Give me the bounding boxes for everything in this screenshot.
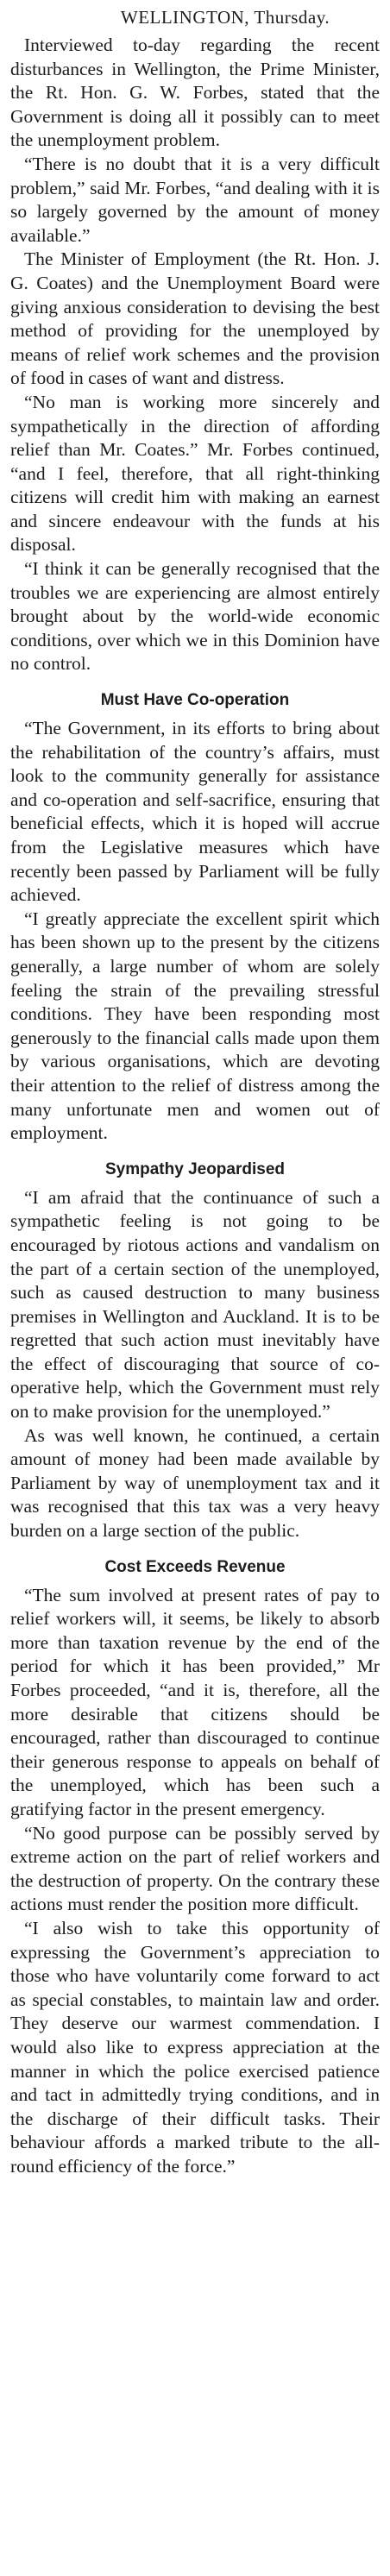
dateline: WELLINGTON, Thursday. bbox=[120, 7, 330, 28]
subhead-must-have-cooperation: Must Have Co-operation bbox=[100, 691, 290, 710]
paragraph-unemployment-tax: As was well known, he continued, a certain amount of money had been made available by Parliament by way of unemployment tax and it was recognised that this tax was a very heavy burden on a large section of the public. bbox=[10, 1424, 380, 1542]
paragraph-special-constables: “I also wish to take this opportunity of expressing the Government’s appreciation to those who have voluntarily come forward to act as special constables, to maintain law and order. They deserve our warmest commendation. I would also like to express appreciation at the manner in which the police exercised patience and tact in admittedly trying conditions, and in the discharge of their difficult tasks. Their behaviour affords a marked tribute to the all-round efficiency of the force.” bbox=[10, 1917, 380, 2177]
paragraph-quote-difficult-problem: “There is no doubt that it is a very difficult problem,” said Mr. Forbes, “and dealing with it is so largely governed by the amount of money available.” bbox=[10, 153, 380, 246]
subhead-sympathy-jeopardised: Sympathy Jeopardised bbox=[104, 1159, 286, 1178]
paragraph-excellent-spirit: “I greatly appreciate the excellent spirit which has been shown up to the present by the citizens generally, a large number of whom are solely feeling the strain of the prevailing stressful conditions. They have been responding most generously to the financial calls made upon them by various organisations, which are devoting their attention to the relief of distress among the many unfortunate men and women out of employment. bbox=[10, 908, 380, 1144]
paragraph-minister-of-employment: The Minister of Employment (the Rt. Hon. J. G. Coates) and the Unemployment Board were giving anxious consideration to devising the best method of providing for the unemployed by means of relief work schemes and the provision of food in cases of want and distress. bbox=[10, 248, 380, 389]
paragraph-relief-workers-pay: “The sum involved at present rates of pay to relief workers will, it seems, be likely to absorb more than taxation revenue by the end of the period for which it has been provided,” Mr Forbes proceeded, “and it is, therefore, all the more desirable that citizens should be encouraged, rather than discouraged to continue their generous response to appeals on behalf of the unemployed, which has been such a gratifying factor in the present emergency. bbox=[10, 1584, 380, 1819]
paragraph-rehabilitation: “The Government, in its efforts to bring about the rehabilitation of the country’s affairs, must look to the community generally for assistance and co-operation and self-sacrifice, ensuring that beneficial effects, which it is hoped will accrue from the Legislative measures which have recently been passed by Parliament will be fully achieved. bbox=[10, 718, 380, 906]
paragraph-no-good-purpose: “No good purpose can be possibly served by extreme action on the part of relief workers and the destruction of property. On the contrary these actions must render the position more difficult. bbox=[10, 1822, 380, 1915]
paragraph-world-wide-conditions: “I think it can be generally recognised that the troubles we are experiencing are almost entirely brought about by the world-wide economic conditions, over which we in this Dominion have no control. bbox=[10, 558, 380, 675]
paragraph-intro: Interviewed to-day regarding the recent disturbances in Wellington, the Prime Minister, the Rt. Hon. G. W. Forbes, stated that the Government is doing all it possibly can to meet the unemployment problem. bbox=[10, 35, 380, 151]
paragraph-coates-relief: “No man is working more sincerely and sympathetically in the direction of affording relief than Mr. Coates.” Mr. Forbes continued, “and I feel, therefore, that all right-thinking citizens will credit him with making an earnest and sincere endeavour with the funds at his disposal. bbox=[10, 391, 380, 556]
paragraph-riotous-actions: “I am afraid that the continuance of such a sympathetic feeling is not going to be encouraged by riotous actions and vandalism on the part of a certain section of the unemployed, such as caused destruction to many business premises in Wellington and Auckland. It is to be regretted that such action must inevitably have the effect of discouraging that source of co-operative help, which the Government must rely on to make provision for the unemployed.” bbox=[10, 1186, 380, 1423]
subhead-cost-exceeds-revenue: Cost Exceeds Revenue bbox=[104, 1557, 286, 1576]
